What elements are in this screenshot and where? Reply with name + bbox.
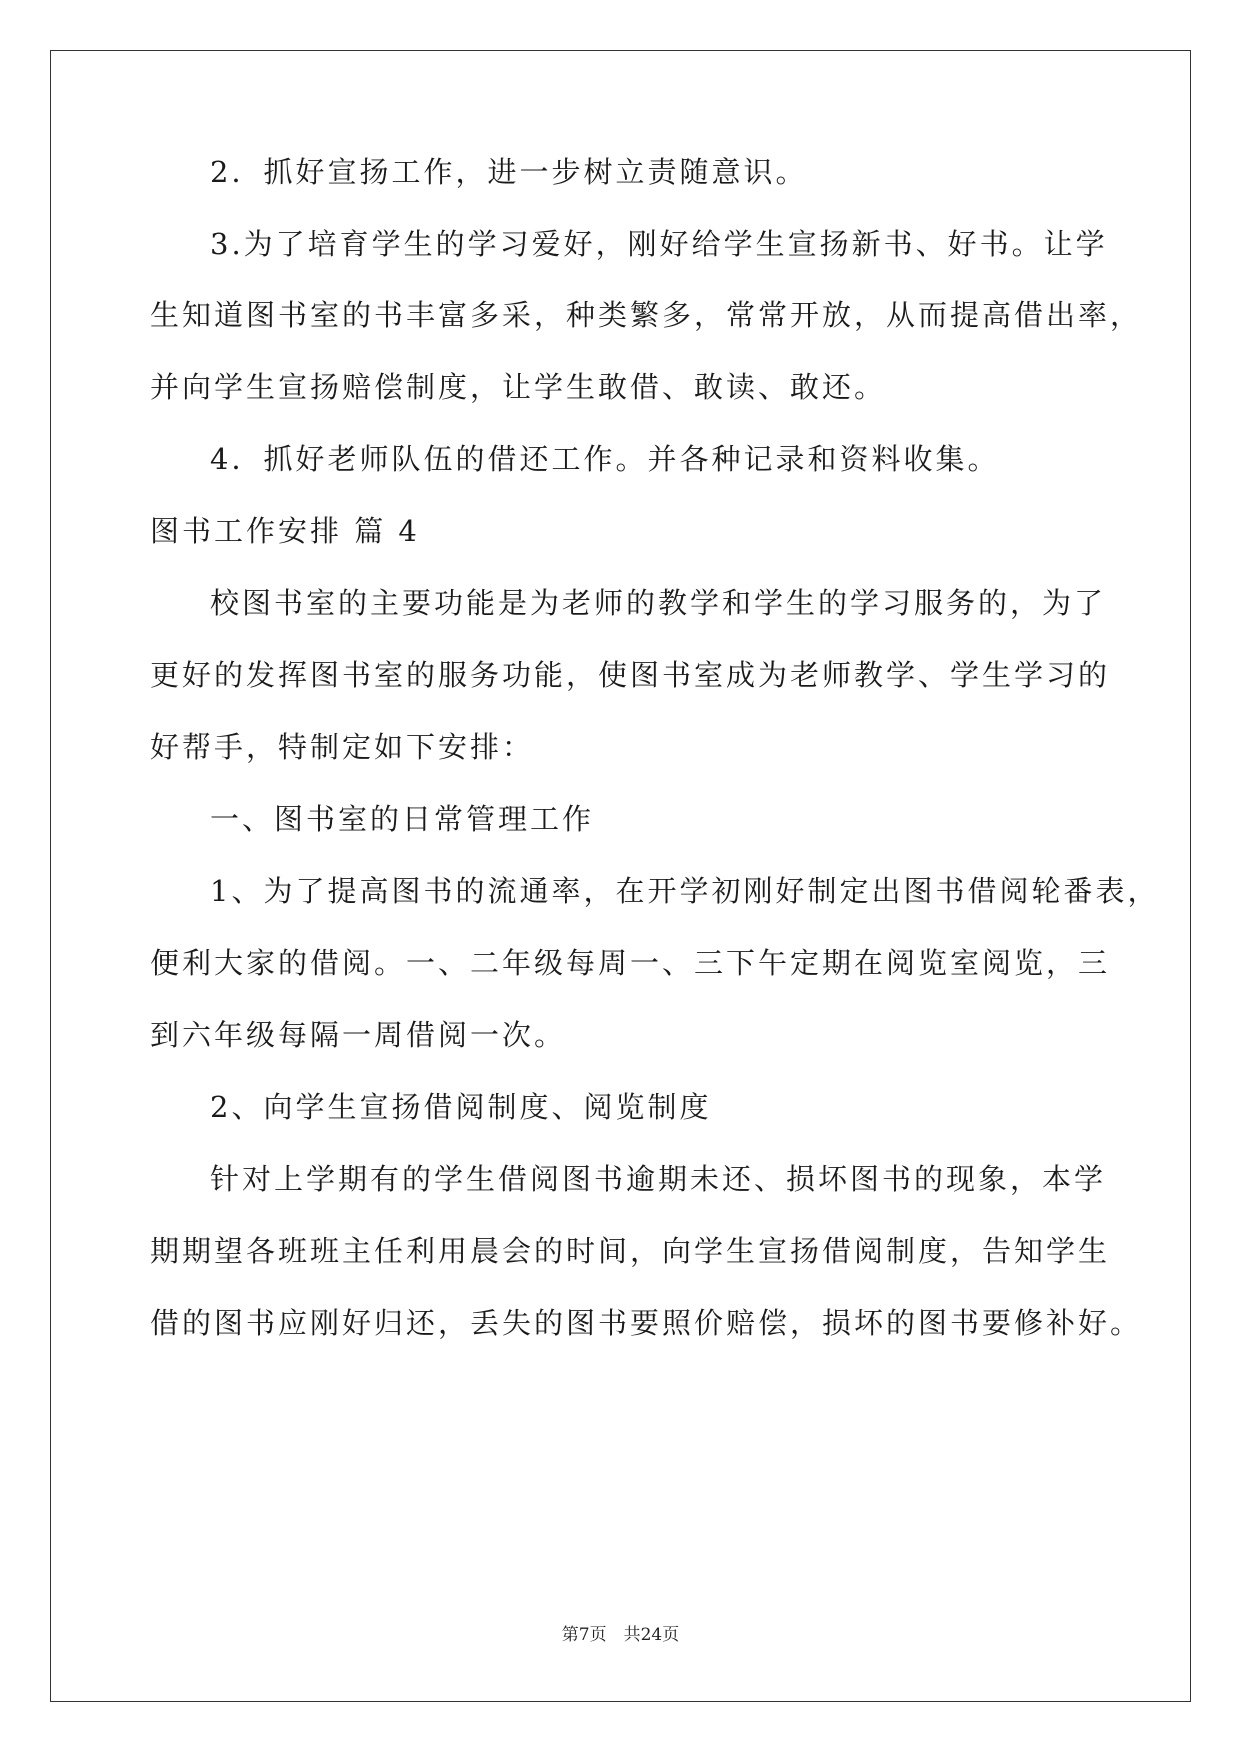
paragraph-line: 期期望各班班主任利用晨会的时间，向学生宣扬借阅制度，告知学生 — [150, 1234, 1111, 1268]
paragraph-line: 便利大家的借阅。一、二年级每周一、三下午定期在阅览室阅览，三 — [150, 946, 1111, 980]
paragraph-line: 3.为了培育学生的学习爱好，刚好给学生宣扬新书、好书。让学 — [210, 227, 1108, 261]
paragraph-line: 4．抓好老师队伍的借还工作。并各种记录和资料收集。 — [210, 442, 1000, 476]
paragraph-line: 借的图书应刚好归还，丢失的图书要照价赔偿，损坏的图书要修补好。 — [150, 1306, 1143, 1340]
page-number: 第7页 共24页 — [561, 1625, 680, 1645]
paragraph-line: 1、为了提高图书的流通率，在开学初刚好制定出图书借阅轮番表， — [210, 874, 1160, 908]
paragraph-line: 并向学生宣扬赔偿制度，让学生敢借、敢读、敢还。 — [150, 370, 887, 404]
section-heading: 图书工作安排 篇 4 — [150, 514, 420, 548]
subheading: 2、向学生宣扬借阅制度、阅览制度 — [210, 1090, 712, 1124]
paragraph-line: 校图书室的主要功能是为老师的教学和学生的学习服务的，为了 — [210, 586, 1107, 620]
subheading: 一、图书室的日常管理工作 — [210, 802, 595, 836]
paragraph-line: 针对上学期有的学生借阅图书逾期未还、损坏图书的现象，本学 — [210, 1162, 1107, 1196]
paragraph-line: 生知道图书室的书丰富多采，种类繁多，常常开放，从而提高借出率， — [150, 298, 1143, 332]
paragraph-line: 好帮手，特制定如下安排： — [150, 730, 535, 764]
paragraph-line: 更好的发挥图书室的服务功能，使图书室成为老师教学、学生学习的 — [150, 658, 1111, 692]
paragraph-line: 2．抓好宣扬工作，进一步树立责随意识。 — [210, 155, 808, 189]
paragraph-line: 到六年级每隔一周借阅一次。 — [150, 1018, 567, 1052]
